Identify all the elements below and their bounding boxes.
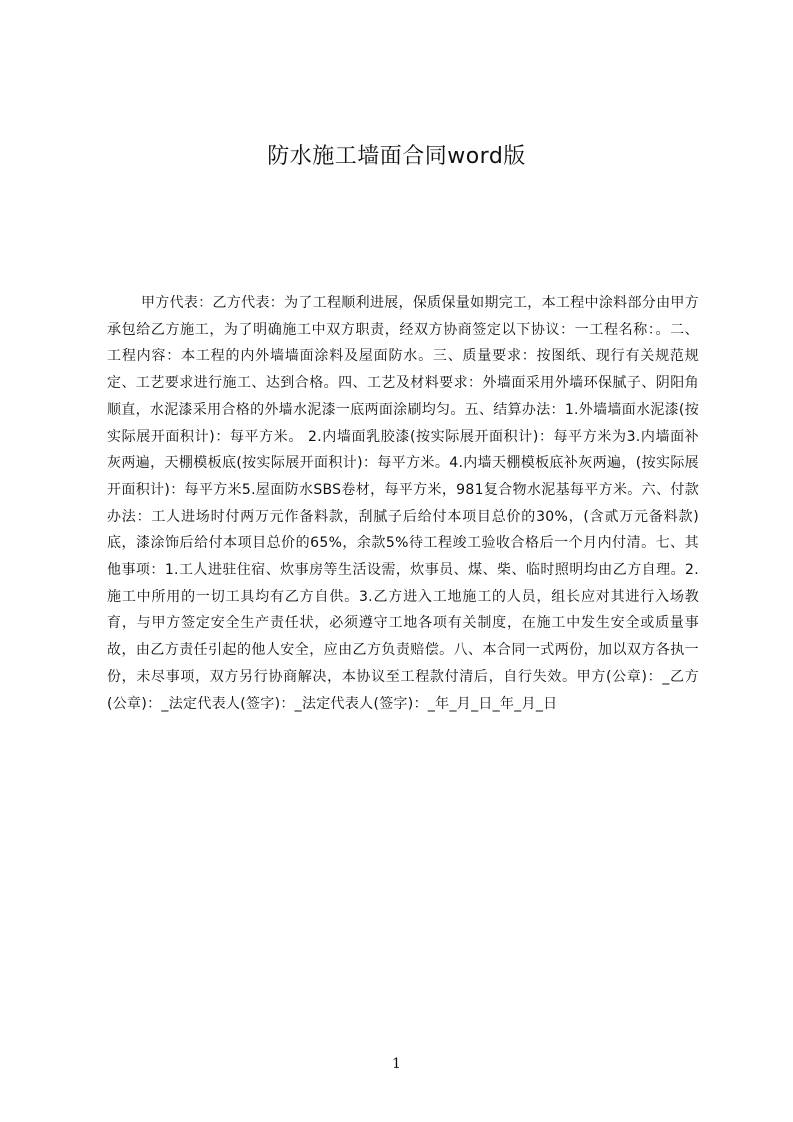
contract-body-paragraph: 甲方代表：乙方代表：为了工程顺利进展，保质保量如期完工，本工程中涂料部分由甲方承包给乙方施工，为了明确施工中双方职责，经双方协商签定以下协议：一工程名称：。二、工程内容：本工程的内外墙墙面涂料及屋面防水。三、质量要求：按图纸、现行有关规范规定、工艺要求进行施工、达到合格。四、工艺及材料要求：外墙面采用外墙环保腻子、阴阳角顺直，水泥漆采用合格的外墙水泥漆一底两面涂刷均匀。五、结算办法：1.外墙墙面水泥漆(按实际展开面积计)：每平方米。 2.内墙面乳胶漆(按实际展开面积计)：每平方米为3.内墙面补灰两遍，天棚模板底(按实际展开面积计)：每平方米。4.内墙天棚模板底补灰两遍，(按实际展开面积计)：每平方米5.屋面防水SBS卷材，每平方米，981复合物水泥基每平方米。六、付款办法：工人进场时付两万元作备料款，刮腻子后给付本项目总价的30%，(含贰万元备料款)底，漆涂饰后给付本项目总价的65%，余款5%待工程竣工验收合格后一个月内付清。七、其他事项：1.工人进驻住宿、炊事房等生活设需，炊事员、煤、柴、临时照明均由乙方自理。2.施工中所用的一切工具均有乙方自供。3.乙方进入工地施工的人员，组长应对其进行入场教育，与甲方签定安全生产责任状，必须遵守工地各项有关制度，在施工中发生安全或质量事故，由乙方责任引起的他人安全，应由乙方负责赔偿。八、本合同一式两份，加以双方各执一份，未尽事项，双方另行协商解决，本协议至工程款付清后，自行失效。甲方(公章)：_乙方(公章)：_法定代表人(签字)：_法定代表人(签字)：_年_月_日_年_月_日 <box>107 295 699 712</box>
page-number: 1 <box>392 1056 401 1072</box>
document-title: 防水施工墙面合同word版 <box>267 144 526 169</box>
